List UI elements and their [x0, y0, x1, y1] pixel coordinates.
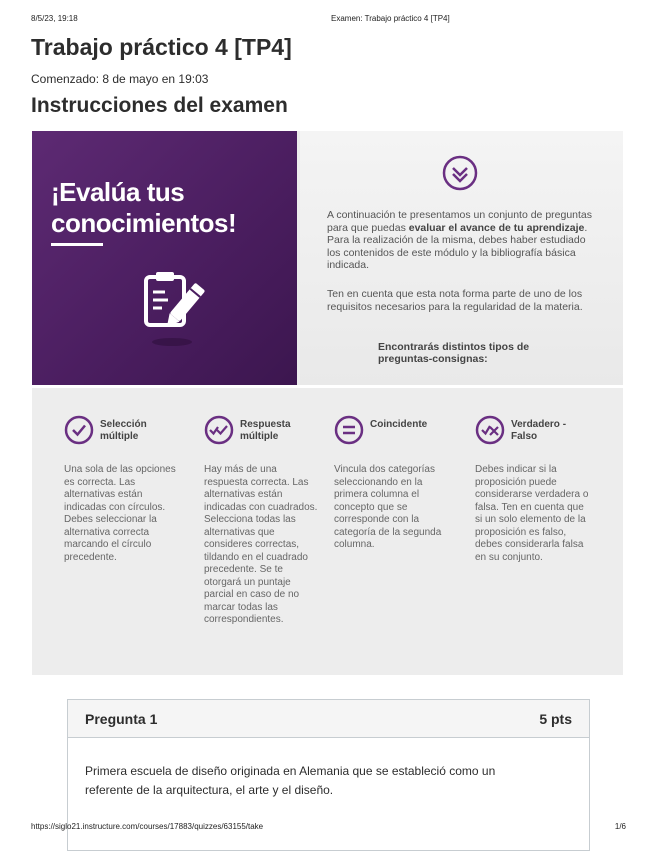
banner-divider [32, 385, 623, 388]
banner-intro-text: A continuación te presentamos un conjunto de preguntas para que puedas evaluar el avance de tu aprendizaje. Para la realización de la misma, debes haber estudiado los contenidos de este módulo y la bibliografía básica indicada. [327, 209, 593, 271]
instructions-heading: Instrucciones del examen [31, 94, 288, 117]
print-date: 8/5/23, 19:18 [31, 14, 78, 23]
equals-circle-icon [334, 415, 364, 450]
check-circle-icon [64, 415, 94, 450]
headline-line-2: conocimientos! [51, 208, 237, 238]
question-type-description: Hay más de una respuesta correcta. Las alternativas están indicadas con cuadrados. Selecciona todas las alternativas que consideres correctas, tildando en el cuadrado precedente. Se te otorgará un puntaje parcial en caso de no marcar todas las correspondientes. [204, 464, 318, 625]
question-title: Pregunta 1 [85, 711, 158, 727]
double-check-circle-icon [204, 415, 234, 450]
banner-headline [51, 177, 236, 239]
banner-intro-panel [300, 131, 623, 385]
quiz-title: Trabajo práctico 4 [TP4] [31, 34, 292, 60]
instructions-banner [32, 131, 623, 675]
question-type-label: Respuesta múltiple [240, 419, 291, 442]
question-type-matching [334, 415, 452, 552]
headline-line-1: ¡Evalúa tus [51, 177, 185, 207]
question-type-multiple-answer [204, 415, 322, 627]
question-type-description: Una sola de las opciones es correcta. Las alternativas están indicadas con círculos. Debes seleccionar la alternativa correcta marcando el círculo precedente. [64, 464, 176, 563]
question-type-label: Selección múltiple [100, 419, 147, 442]
banner-note-text: Ten en cuenta que esta nota forma parte de uno de los requisitos necesarios para la regularidad de la materia. [327, 288, 583, 313]
intro-emphasis: evaluar el avance de tu aprendizaje [408, 221, 585, 234]
headline-underline [51, 243, 103, 246]
question-type-multiple-choice [64, 415, 182, 564]
question-type-true-false [475, 415, 593, 564]
question-text: Primera escuela de diseño originada en Alemania que se estableció como un referente de la arquitectura, el arte y el diseño. [85, 764, 496, 797]
question-type-label: Coincidente [370, 419, 428, 430]
question-points: 5 pts [539, 711, 572, 727]
print-page-number: 1/6 [614, 822, 626, 831]
check-cross-circle-icon [475, 415, 505, 450]
question-type-description: Debes indicar si la proposición puede considerarse verdadera o falsa. Ten en cuenta que si un solo elemento de la proposición es falso, debes considerarla falsa en su conjunto. [475, 464, 589, 563]
types-heading: Encontrarás distintos tipos de preguntas-consignas: [378, 341, 530, 365]
question-type-label: Verdadero - Falso [511, 419, 567, 442]
question-header [68, 700, 589, 738]
clipboard-pencil-icon [140, 269, 210, 354]
quiz-started: Comenzado: 8 de mayo en 19:03 [31, 72, 209, 86]
banner-purple-panel [32, 131, 297, 385]
print-title: Examen: Trabajo práctico 4 [TP4] [331, 14, 450, 23]
chevron-down-circle-icon [442, 155, 478, 196]
question-type-description: Vincula dos categorías seleccionando en la primera columna el concepto que se corresponde con la categoría de la segunda columna. [334, 464, 442, 550]
print-url: https://siglo21.instructure.com/courses/17883/quizzes/63155/take [31, 822, 264, 831]
